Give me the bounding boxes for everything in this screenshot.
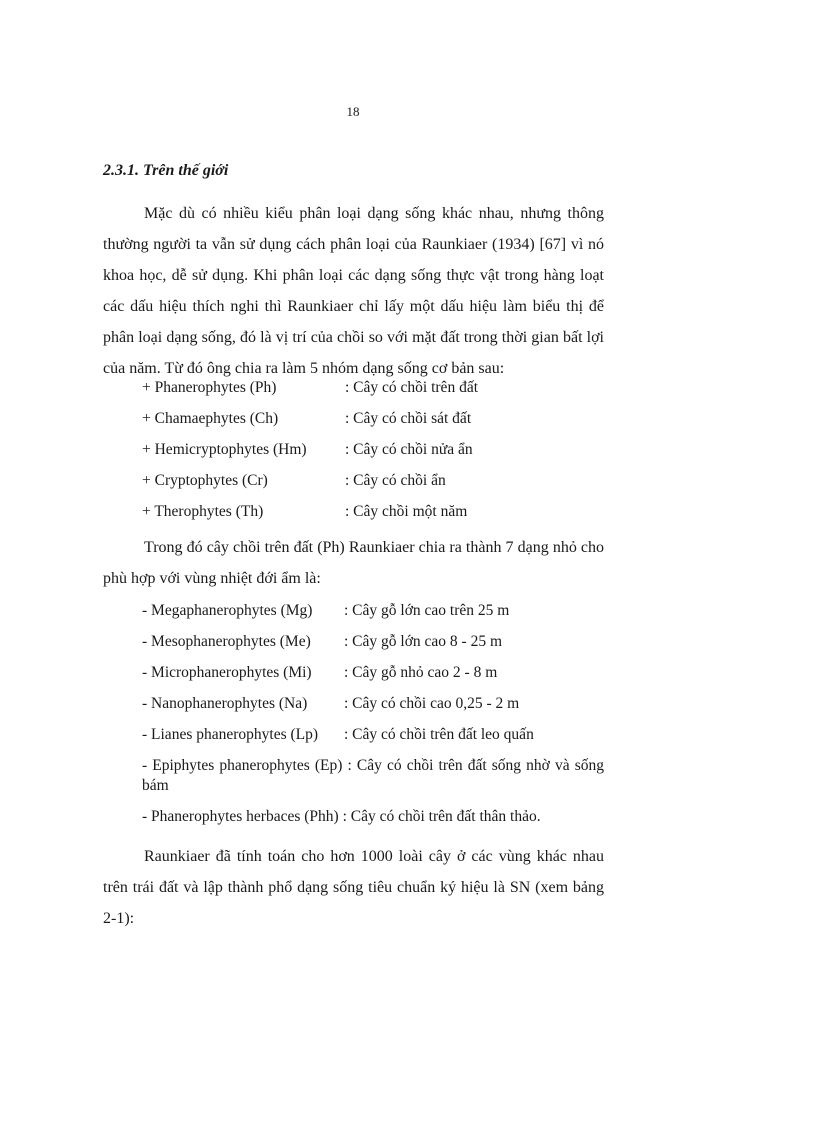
list-item	[142, 632, 604, 663]
subtype-desc: : Cây gỗ nhỏ cao 2 - 8 m	[344, 664, 498, 681]
list-item	[142, 725, 604, 756]
paragraph-intro: Mặc dù có nhiều kiểu phân loại dạng sống khác nhau, nhưng thông thường người ta vẫn sử dụng cách phân loại của Raunkiaer (1934) [67] vì nó khoa học, dễ sử dụng. Khi phân loại các dạng sống thực vật trong hàng loạt các dấu hiệu thích nghi thì Raunkiaer chỉ lấy một dấu hiệu làm biểu thị để phân loại dạng sống, đó là vị trí của chồi so với mặt đất trong thời gian bất lợi của năm. Từ đó ông chia ra làm 5 nhóm dạng sống cơ bản sau:	[103, 205, 604, 377]
group-term: + Hemicryptophytes (Hm)	[142, 441, 307, 458]
group-term: + Cryptophytes (Cr)	[142, 472, 268, 489]
group-desc: : Cây có chồi ẩn	[345, 472, 446, 489]
list-item	[142, 378, 604, 409]
group-term: + Chamaephytes (Ch)	[142, 410, 279, 427]
group-term: + Phanerophytes (Ph)	[142, 379, 277, 396]
section-heading: 2.3.1. Trên thế giới	[103, 162, 229, 179]
group-term: + Therophytes (Th)	[142, 503, 264, 520]
subtype-desc: : Cây gỗ lớn cao 8 - 25 m	[344, 633, 503, 650]
subtype-term: - Microphanerophytes (Mi)	[142, 664, 312, 681]
subtype-term: - Nanophanerophytes (Na)	[142, 695, 308, 712]
list-item	[142, 440, 604, 471]
list-item: - Phanerophytes herbaces (Phh) : Cây có chồi trên đất thân thảo.	[142, 808, 541, 825]
subtype-desc: : Cây có chồi trên đất leo quấn	[344, 726, 534, 743]
paragraph-conclusion: Raunkiaer đã tính toán cho hơn 1000 loài cây ở các vùng khác nhau trên trái đất và lập thành phổ dạng sống tiêu chuẩn ký hiệu là SN (xem bảng 2-1):	[103, 848, 604, 927]
group-desc: : Cây có chồi sát đất	[345, 410, 472, 427]
list-item	[142, 694, 604, 725]
group-desc: : Cây có chồi trên đất	[345, 379, 478, 396]
phanerophyte-subtypes-list	[142, 601, 604, 838]
page-number: 18	[346, 104, 360, 119]
subtype-desc: : Cây có chồi cao 0,25 - 2 m	[344, 695, 520, 712]
subtype-term: - Lianes phanerophytes (Lp)	[142, 726, 319, 743]
list-item	[142, 663, 604, 694]
subtype-desc: : Cây gỗ lớn cao trên 25 m	[344, 602, 510, 619]
group-desc: : Cây chồi một năm	[345, 503, 468, 520]
life-form-groups-list	[142, 378, 604, 533]
subtype-term: - Megaphanerophytes (Mg)	[142, 602, 313, 619]
list-item	[142, 409, 604, 440]
list-item	[142, 601, 604, 632]
list-item: - Epiphytes phanerophytes (Ep) : Cây có chồi trên đất sống nhờ và sống bám	[142, 757, 604, 794]
list-item	[142, 471, 604, 502]
list-item	[142, 502, 604, 533]
paragraph-subtypes-intro: Trong đó cây chồi trên đất (Ph) Raunkiaer chia ra thành 7 dạng nhỏ cho phù hợp với vùng nhiệt đới ẩm là:	[103, 539, 604, 587]
subtype-term: - Mesophanerophytes (Me)	[142, 633, 311, 650]
group-desc: : Cây có chồi nửa ẩn	[345, 441, 473, 458]
